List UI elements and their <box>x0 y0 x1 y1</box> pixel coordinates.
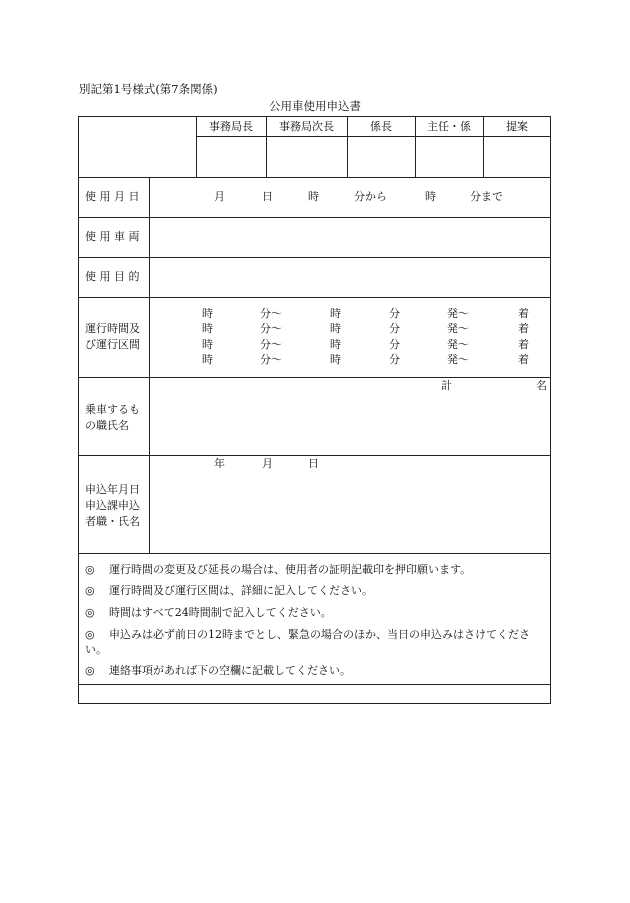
applicant-label-line: 者職・氏名 <box>85 515 140 528</box>
minute-until-unit: 分まで <box>470 190 503 203</box>
op-depart: 発〜 <box>447 322 469 335</box>
minute-from-unit: 分から <box>354 190 387 203</box>
day-unit: 日 <box>308 457 319 470</box>
hour-unit: 時 <box>308 190 319 203</box>
double-circle-icon: ◎ <box>85 664 95 677</box>
op-hour: 時 <box>202 338 213 351</box>
op-hour: 時 <box>330 322 341 335</box>
note-text: 運行時間及び運行区間は、詳細に記入してください。 <box>109 584 373 597</box>
purpose-label: 使 用 目 的 <box>85 270 140 283</box>
usage-date-label: 使 用 月 日 <box>85 190 140 203</box>
month-unit: 月 <box>214 190 225 203</box>
operation-label-line: 運行時間及 <box>85 322 140 335</box>
op-minute: 分 <box>389 353 400 366</box>
note-item <box>85 663 547 678</box>
op-hour: 時 <box>202 322 213 335</box>
year-unit: 年 <box>214 457 225 470</box>
note-item <box>85 627 547 657</box>
passengers-label-line: の職氏名 <box>85 419 129 432</box>
operation-label <box>85 321 140 353</box>
contact-blank-field[interactable] <box>79 685 550 703</box>
approval-header-deputy-chief: 事務局次長 <box>279 120 334 133</box>
double-circle-icon: ◎ <box>85 584 95 597</box>
applicant-label-line: 申込年月日 <box>85 483 140 496</box>
op-minute: 分 <box>389 322 400 335</box>
op-minute: 分 <box>389 307 400 320</box>
note-text: 連絡事項があれば下の空欄に記載してください。 <box>109 664 351 677</box>
divider <box>149 177 150 553</box>
op-arrive: 着 <box>518 338 529 351</box>
form-reference: 別記第1号様式(第7条関係) <box>79 82 218 96</box>
op-minute-from: 分〜 <box>260 322 282 335</box>
op-arrive: 着 <box>518 307 529 320</box>
note-text: 運行時間の変更及び延長の場合は、使用者の証明記載印を押印願います。 <box>109 563 472 576</box>
note-item <box>85 605 547 620</box>
op-hour: 時 <box>330 338 341 351</box>
note-text: 申込みは必ず前日の12時までとし、緊急の場合のほか、当日の申込みはさけてください。 <box>85 628 530 656</box>
op-depart: 発〜 <box>447 338 469 351</box>
vehicle-label: 使 用 車 両 <box>85 230 140 243</box>
day-unit: 日 <box>262 190 273 203</box>
double-circle-icon: ◎ <box>85 628 95 641</box>
op-minute: 分 <box>389 338 400 351</box>
op-minute-from: 分〜 <box>260 307 282 320</box>
double-circle-icon: ◎ <box>85 606 95 619</box>
op-minute-from: 分〜 <box>260 353 282 366</box>
op-minute-from: 分〜 <box>260 338 282 351</box>
op-hour: 時 <box>202 353 213 366</box>
divider <box>78 553 551 554</box>
op-arrive: 着 <box>518 353 529 366</box>
op-arrive: 着 <box>518 322 529 335</box>
applicant-label <box>85 482 140 530</box>
approval-header-staff: 主任・係 <box>427 120 471 133</box>
note-item <box>85 562 547 577</box>
divider <box>196 136 551 137</box>
passenger-count-unit: 名 <box>536 379 547 392</box>
approval-header-section-chief: 係長 <box>370 120 392 133</box>
approval-header-chief: 事務局長 <box>209 120 253 133</box>
op-hour: 時 <box>330 353 341 366</box>
note-text: 時間はすべて24時間制で記入してください。 <box>109 606 332 619</box>
op-depart: 発〜 <box>447 307 469 320</box>
hour-unit: 時 <box>425 190 436 203</box>
passenger-total-label: 計 <box>441 379 452 392</box>
op-depart: 発〜 <box>447 353 469 366</box>
op-hour: 時 <box>202 307 213 320</box>
op-hour: 時 <box>330 307 341 320</box>
applicant-label-line: 申込課申込 <box>85 499 140 512</box>
note-item <box>85 583 547 598</box>
operation-label-line: び運行区間 <box>85 338 140 351</box>
passengers-label-line: 乗車するも <box>85 403 140 416</box>
double-circle-icon: ◎ <box>85 563 95 576</box>
month-unit: 月 <box>262 457 273 470</box>
document-title: 公用車使用申込書 <box>269 99 361 113</box>
passengers-label <box>85 402 140 434</box>
approval-header-proposal: 提案 <box>506 120 528 133</box>
